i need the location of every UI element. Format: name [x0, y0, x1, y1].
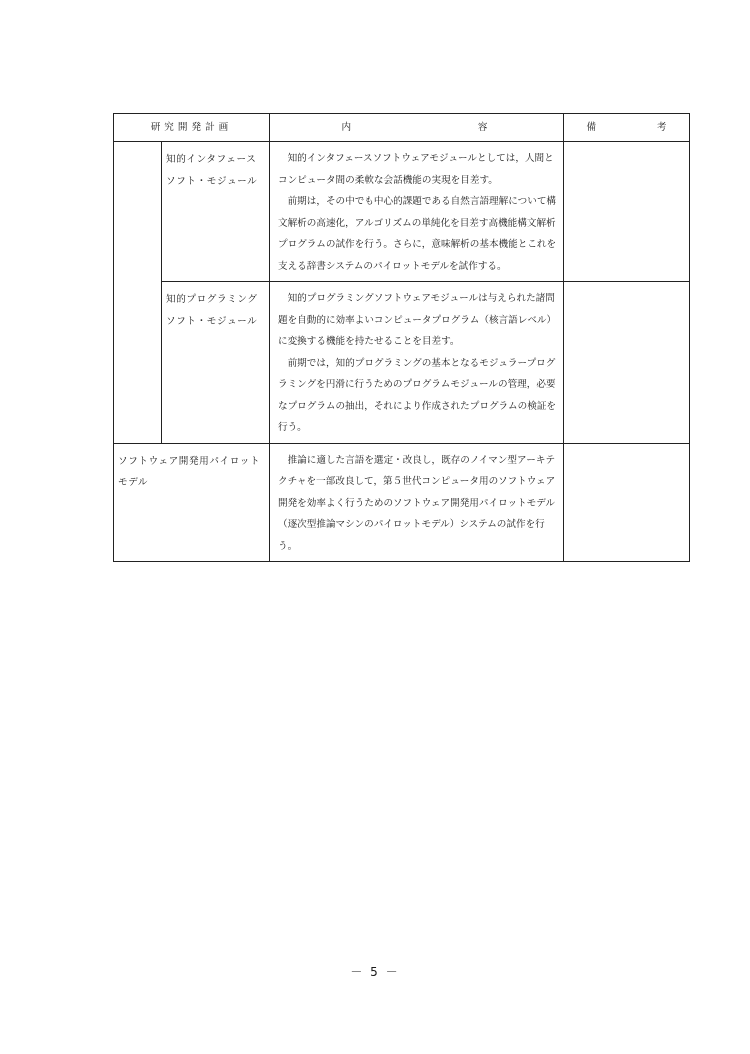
row-content-pilot-model [270, 443, 564, 562]
page-number: － 5 － [350, 965, 400, 979]
content-paragraph: 知的プログラミングソフトウェアモジュールは与えられた諸問題を自動的に効率よいコンピュータプログラム（核言語レベル）に変換する機能を持たせることを目差す。 [278, 293, 557, 347]
table-row [114, 443, 690, 562]
header-content: 内容 [270, 114, 564, 142]
header-note: 備考 [564, 114, 690, 142]
row-content-programming-module [270, 282, 564, 444]
table-row [114, 282, 690, 444]
row-note-cell [564, 282, 690, 444]
row-name-programming-module: 知的プログラミング ソフト・モジュール [162, 282, 270, 444]
row-note-cell [564, 142, 690, 282]
header-plan: 研究開発計画 [114, 114, 270, 142]
table-row [114, 142, 690, 282]
content-paragraph: 前期は，その中でも中心的課題である自然言語理解について構文解析の高速化，アルゴリズムの単純化を目差す高機能構文解析プログラムの試作を行う。さらに，意味解析の基本機能とこれを支える辞書システムのパイロットモデルを試作する。 [278, 196, 557, 272]
row-name-pilot-model: ソフトウェア開発用パイロットモデル [114, 443, 270, 562]
content-paragraph: 前期では，知的プログラミングの基本となるモジュラープログラミングを円滑に行うためのプログラムモジュールの管理，必要なプログラムの抽出，それにより作成されたプログラムの検証を行う。 [278, 357, 557, 433]
row-name-interface-module: 知的インタフェース ソフト・モジュール [162, 142, 270, 282]
table-header-row [114, 114, 690, 142]
group-cell-empty [114, 142, 162, 444]
row-note-cell [564, 443, 690, 562]
content-paragraph: 推論に適した言語を選定・改良し，既存のノイマン型アーキテクチャを一部改良して，第５世代コンピュータ用のソフトウェア開発を効率よく行うためのソフトウェア開発用パイロットモデル（逐次型推論マシンのパイロットモデル）システムの試作を行う。 [278, 454, 556, 552]
row-content-interface-module [270, 142, 564, 282]
research-plan-table [113, 113, 690, 562]
content-paragraph: 知的インタフェースソフトウェアモジュールとしては，人間とコンピュータ間の柔軟な会話機能の実現を目差す。 [278, 153, 554, 186]
